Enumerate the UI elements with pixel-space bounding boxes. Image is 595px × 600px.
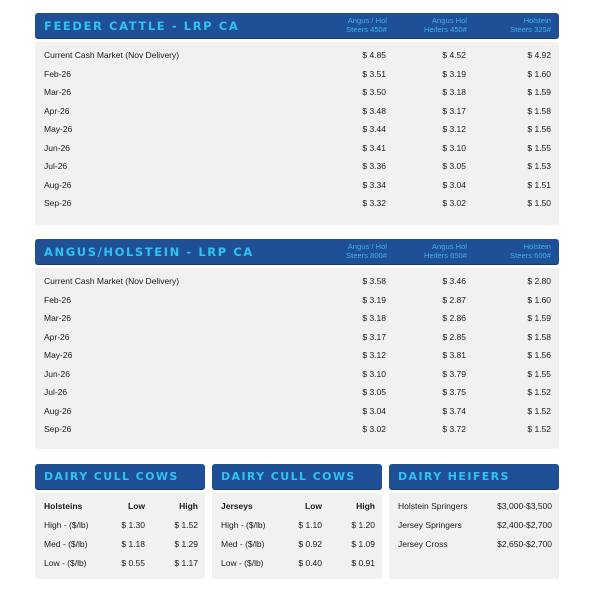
angus-col-2-header: Angus Hol Heifers 650# xyxy=(423,242,467,260)
table-row: Apr-26 $ 3.48 $ 3.17 $ 1.58 xyxy=(44,105,551,116)
table-row: Aug-26 $ 3.34 $ 3.04 $ 1.51 xyxy=(44,179,551,190)
table-row: May-26 $ 3.44 $ 3.12 $ 1.56 xyxy=(44,124,551,134)
table-row: High - ($/lb) $ 1.30 $ 1.52 xyxy=(44,520,198,530)
feeder-cattle-panel xyxy=(35,13,559,225)
feeder-col-2-header: Angus Hol Heifers 450# xyxy=(423,16,467,34)
feeder-cattle-title: FEEDER CATTLE - LRP CA xyxy=(44,18,240,33)
dairy-cull-holsteins-title: DAIRY CULL COWS xyxy=(44,470,179,483)
table-row: Jun-26 $ 3.41 $ 3.10 $ 1.55 xyxy=(44,142,551,153)
angus-holstein-header xyxy=(35,239,559,264)
dairy-heifers-table xyxy=(389,493,559,579)
angus-holstein-title: ANGUS/HOLSTEIN - LRP CA xyxy=(44,244,254,259)
dairy-cull-jerseys-table xyxy=(212,493,382,579)
table-row: Low - ($/lb) $ 0.40 $ 0.91 xyxy=(221,558,375,568)
dairy-cull-holsteins-header xyxy=(35,464,205,489)
angus-col-3-header: Holstein Steers 600# xyxy=(510,242,551,260)
table-row: Apr-26 $ 3.17 $ 2.85 $ 1.58 xyxy=(44,331,551,342)
table-row: Aug-26 $ 3.04 $ 3.74 $ 1.52 xyxy=(44,405,551,416)
feeder-col-3-header: Holstein Steers 325# xyxy=(510,16,551,34)
dairy-cull-holsteins-panel xyxy=(35,464,205,579)
table-row: Sep-26 $ 3.02 $ 3.72 $ 1.52 xyxy=(44,424,551,434)
table-row: May-26 $ 3.12 $ 3.81 $ 1.56 xyxy=(44,350,551,360)
table-row: Holstein Springers $3,000-$3,500 xyxy=(398,501,552,511)
table-row: Current Cash Market (Nov Delivery) $ 3.58 $ 3.46 $ 2.80 xyxy=(44,276,551,286)
table-row: Sep-26 $ 3.32 $ 3.02 $ 1.50 xyxy=(44,198,551,208)
dairy-cull-jerseys-title: DAIRY CULL COWS xyxy=(221,470,356,483)
table-row: Jersey Cross $2,650-$2,700 xyxy=(398,539,552,549)
table-row: Feb-26 $ 3.51 $ 3.19 $ 1.60 xyxy=(44,68,551,79)
table-header-row: Jerseys Low High xyxy=(221,501,375,511)
table-row: High - ($/lb) $ 1.10 $ 1.20 xyxy=(221,520,375,530)
dairy-cull-jerseys-panel xyxy=(212,464,382,579)
table-row: Mar-26 $ 3.50 $ 3.18 $ 1.59 xyxy=(44,87,551,97)
table-row: Feb-26 $ 3.19 $ 2.87 $ 1.60 xyxy=(44,294,551,305)
angus-holstein-table xyxy=(35,268,559,449)
table-row: Med - ($/lb) $ 1.18 $ 1.29 xyxy=(44,539,198,549)
feeder-cattle-header xyxy=(35,13,559,38)
dairy-cull-holsteins-table xyxy=(35,493,205,579)
table-row: Current Cash Market (Nov Delivery) $ 4.85 $ 4.52 $ 4.92 xyxy=(44,50,551,60)
table-row: Low - ($/lb) $ 0.55 $ 1.17 xyxy=(44,558,198,568)
feeder-cattle-table xyxy=(35,42,559,225)
table-row: Jersey Springers $2,400-$2,700 xyxy=(398,520,552,530)
angus-holstein-panel xyxy=(35,239,559,449)
table-row: Jul-26 $ 3.36 $ 3.05 $ 1.53 xyxy=(44,161,551,171)
angus-col-1-header: Angus / Hol Steers 800# xyxy=(346,242,387,260)
table-row: Jun-26 $ 3.10 $ 3.79 $ 1.55 xyxy=(44,368,551,379)
table-row: Mar-26 $ 3.18 $ 2.86 $ 1.59 xyxy=(44,313,551,323)
dairy-cull-jerseys-header xyxy=(212,464,382,489)
table-row: Med - ($/lb) $ 0.92 $ 1.09 xyxy=(221,539,375,549)
table-header-row: Holsteins Low High xyxy=(44,501,198,511)
table-row: Jul-26 $ 3.05 $ 3.75 $ 1.52 xyxy=(44,387,551,397)
feeder-col-1-header: Angus / Hol Steers 450# xyxy=(346,16,387,34)
dairy-heifers-header xyxy=(389,464,559,489)
dairy-heifers-title: DAIRY HEIFERS xyxy=(398,470,510,483)
dairy-heifers-panel xyxy=(389,464,559,579)
